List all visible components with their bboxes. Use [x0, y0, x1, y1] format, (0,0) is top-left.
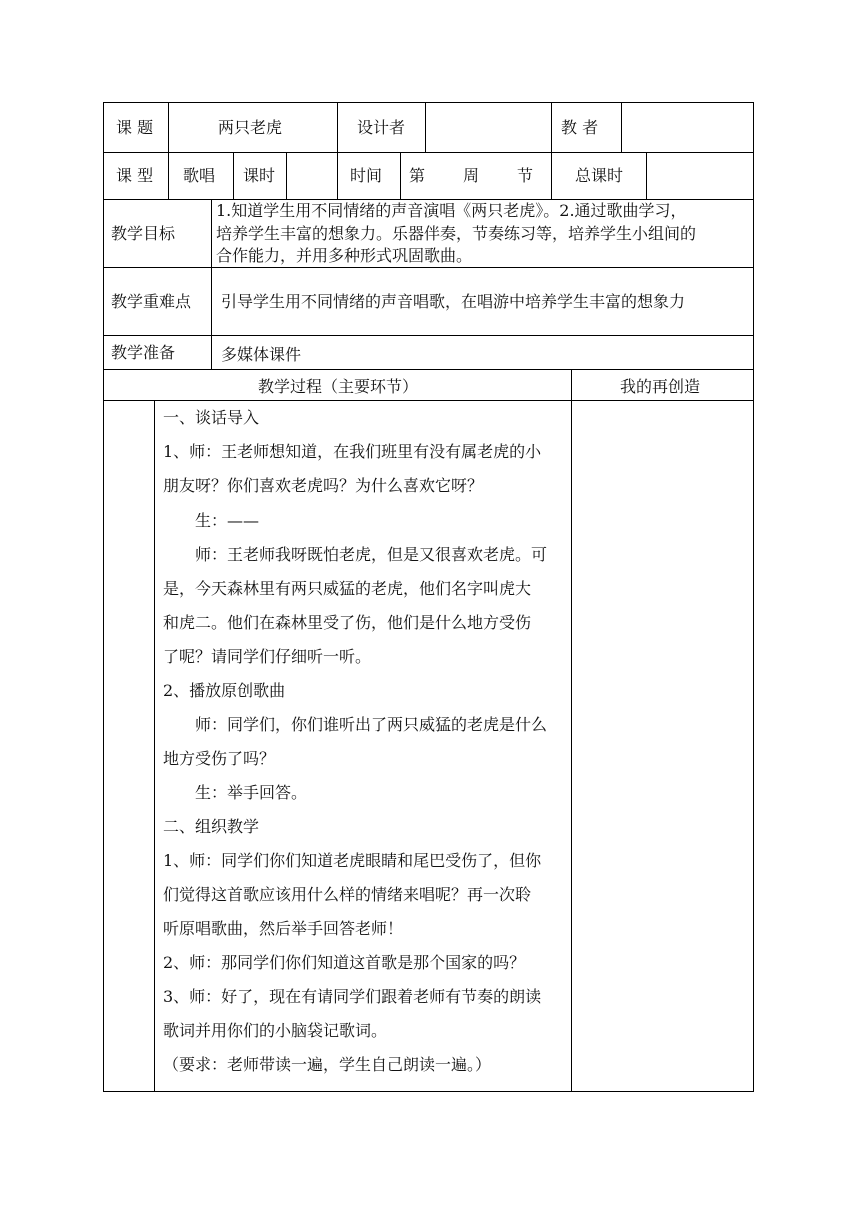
cell-divider	[425, 102, 426, 153]
process-line: 2、师：那同学们你们知道这首歌是那个国家的吗？	[163, 953, 526, 972]
cell-divider	[646, 152, 647, 200]
process-line: 1、师：王老师想知道，在我们班里有没有属老虎的小	[163, 442, 542, 461]
recreate-header: 我的再创造	[620, 377, 701, 396]
cell-divider	[400, 152, 401, 200]
table-border-right	[753, 102, 754, 1092]
row-divider	[103, 267, 754, 268]
process-line: （要求：老师带读一遍，学生自己朗读一遍。）	[163, 1055, 492, 1074]
key-points-label: 教学重难点	[111, 292, 192, 311]
process-line: 生：举手回答。	[163, 783, 308, 802]
designer-label: 设计者	[357, 118, 406, 137]
goals-line: 1.知道学生用不同情绪的声音演唱《两只老虎》。2.通过歌曲学习，	[216, 201, 687, 220]
cell-divider	[621, 102, 622, 153]
process-line: 2、播放原创歌曲	[163, 681, 286, 700]
process-line: 听原唱歌曲，然后举手回答老师！	[163, 919, 404, 938]
process-line: 师：王老师我呀既怕老虎，但是又很喜欢老虎。可	[163, 545, 548, 564]
process-line: 师：同学们，你们谁听出了两只威猛的老虎是什么	[163, 715, 548, 734]
time-value: 第 周 节	[409, 166, 536, 185]
goals-line: 培养学生丰富的想象力。乐器伴奏，节奏练习等，培养学生小组间的	[216, 224, 697, 243]
cell-divider	[154, 400, 155, 1092]
course-title: 两只老虎	[218, 118, 283, 137]
goals-label: 教学目标	[111, 224, 176, 243]
cell-divider	[286, 152, 287, 200]
process-line: 生：——	[163, 511, 260, 530]
cell-divider	[168, 152, 169, 200]
cell-divider	[168, 102, 169, 153]
cell-divider	[337, 102, 338, 153]
process-line: 3、师：好了，现在有请同学们跟着老师有节奏的朗读	[163, 987, 542, 1006]
course-label: 课 题	[116, 118, 154, 137]
cell-divider	[337, 152, 338, 200]
key-points-text: 引导学生用不同情绪的声音唱歌，在唱游中培养学生丰富的想象力	[221, 292, 686, 311]
table-border-bottom	[103, 1091, 754, 1092]
time-label: 时间	[350, 166, 383, 185]
process-line: 地方受伤了吗？	[163, 749, 276, 768]
table-border-left	[103, 102, 104, 1092]
goals-line: 合作能力，并用多种形式巩固歌曲。	[216, 246, 473, 265]
row-divider	[103, 152, 754, 153]
process-line: 一、谈话导入	[163, 408, 260, 427]
table-border-top	[103, 102, 754, 103]
total-periods-label: 总课时	[575, 166, 624, 185]
cell-divider	[551, 102, 552, 153]
period-label: 课时	[243, 166, 276, 185]
process-line: 朋友呀？你们喜欢老虎吗？为什么喜欢它呀？	[163, 476, 484, 495]
cell-divider	[551, 152, 552, 200]
process-header: 教学过程（主要环节）	[258, 377, 419, 396]
type-label: 课 型	[116, 166, 154, 185]
row-divider	[103, 400, 754, 401]
cell-divider	[211, 199, 212, 370]
process-line: 歌词并用你们的小脑袋记歌词。	[163, 1021, 388, 1040]
teacher-label: 教 者	[561, 118, 599, 137]
row-divider	[103, 369, 754, 370]
cell-divider	[233, 152, 234, 200]
process-line: 是，今天森林里有两只威猛的老虎，他们名字叫虎大	[163, 579, 532, 598]
process-line: 二、组织教学	[163, 817, 260, 836]
preparation-text: 多媒体课件	[221, 345, 302, 364]
process-line: 了呢？请同学们仔细听一听。	[163, 647, 372, 666]
preparation-label: 教学准备	[111, 343, 176, 362]
process-line: 们觉得这首歌应该用什么样的情绪来唱呢？再一次聆	[163, 885, 532, 904]
cell-divider	[571, 369, 572, 1092]
row-divider	[103, 335, 754, 336]
process-line: 1、师：同学们你们知道老虎眼睛和尾巴受伤了，但你	[163, 851, 542, 870]
row-divider	[103, 199, 754, 200]
type-value: 歌唱	[183, 166, 216, 185]
process-line: 和虎二。他们在森林里受了伤，他们是什么地方受伤	[163, 613, 532, 632]
